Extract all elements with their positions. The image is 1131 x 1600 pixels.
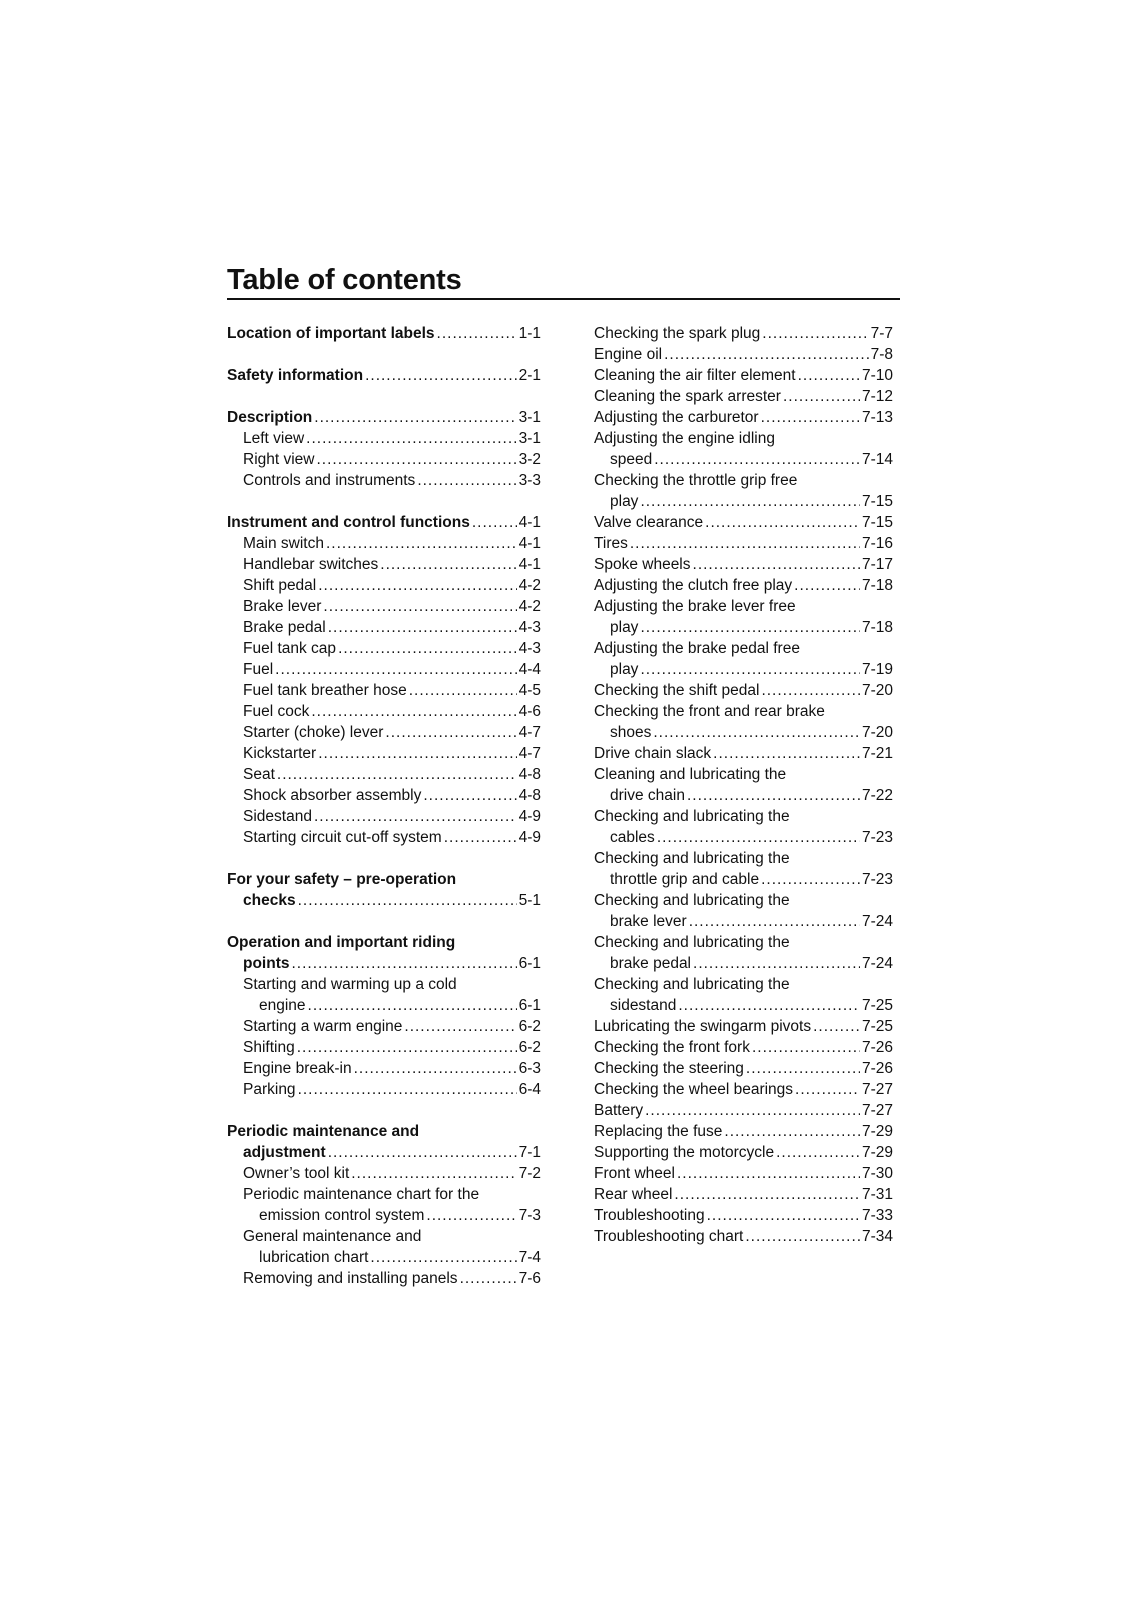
toc-page-number: 7-15 <box>861 514 893 531</box>
dot-leader <box>693 554 860 575</box>
toc-page-number: 4-9 <box>518 829 541 846</box>
toc-entry-label: sidestand <box>610 997 677 1014</box>
toc-right-column <box>594 323 893 1247</box>
toc-entry-label: Starter (choke) lever <box>243 724 384 741</box>
toc-entry-label: Controls and instruments <box>243 472 416 489</box>
toc-entry[interactable] <box>227 764 541 785</box>
toc-entry-label: speed <box>610 451 653 468</box>
dot-leader <box>354 1058 517 1079</box>
toc-entry-label: Shock absorber assembly <box>243 787 422 804</box>
dot-leader <box>776 1142 860 1163</box>
toc-entry[interactable] <box>227 428 541 449</box>
toc-entry[interactable] <box>227 785 541 806</box>
toc-entry-label: Fuel <box>243 661 274 678</box>
toc-entry-label: Checking the spark plug <box>594 325 761 342</box>
dot-leader <box>761 407 860 428</box>
toc-page-number: 7-13 <box>861 409 893 426</box>
toc-entry[interactable] <box>594 449 893 470</box>
toc-entry-line: General maintenance and <box>243 1228 422 1245</box>
dot-leader <box>746 1058 860 1079</box>
toc-entry-line: Checking the throttle grip free <box>594 472 798 489</box>
dot-leader <box>693 953 860 974</box>
toc-entry[interactable] <box>594 407 893 428</box>
toc-entry-line: Checking and lubricating the <box>594 934 790 951</box>
toc-entry-label: Left view <box>243 430 305 447</box>
dot-leader <box>794 575 860 596</box>
toc-entry[interactable] <box>227 701 541 722</box>
toc-entry-label: Adjusting the carburetor <box>594 409 759 426</box>
dot-leader <box>472 512 517 533</box>
toc-entry-label: shoes <box>610 724 652 741</box>
toc-entry[interactable] <box>227 1142 541 1163</box>
toc-entry[interactable] <box>594 1016 893 1037</box>
toc-entry-label: drive chain <box>610 787 685 804</box>
dot-leader <box>444 827 517 848</box>
toc-page-number: 7-16 <box>861 535 893 552</box>
toc-entry-label: brake pedal <box>610 955 692 972</box>
toc-entry[interactable] <box>227 533 541 554</box>
toc-entry-label: Checking the shift pedal <box>594 682 760 699</box>
dot-leader <box>314 407 516 428</box>
toc-page-number: 7-29 <box>861 1123 893 1140</box>
toc-entry-label: Main switch <box>243 535 324 552</box>
toc-entry-label: Valve clearance <box>594 514 704 531</box>
toc-page-number: 4-6 <box>518 703 541 720</box>
page-title: Table of contents <box>227 264 462 296</box>
toc-entry[interactable] <box>594 1184 893 1205</box>
toc-entry[interactable] <box>227 1247 541 1268</box>
dot-leader <box>752 1037 860 1058</box>
dot-leader <box>306 428 516 449</box>
toc-page-number: 7-22 <box>861 787 893 804</box>
toc-entry[interactable] <box>594 365 893 386</box>
toc-page-number: 7-20 <box>861 682 893 699</box>
toc-entry[interactable] <box>227 722 541 743</box>
toc-page-number: 7-34 <box>861 1228 893 1245</box>
toc-page-number: 7-14 <box>861 451 893 468</box>
dot-leader <box>724 1121 860 1142</box>
dot-leader <box>645 1100 860 1121</box>
toc-entry-line: Periodic maintenance chart for the <box>243 1186 480 1203</box>
dot-leader <box>460 1268 517 1289</box>
toc-entry-label: Kickstarter <box>243 745 317 762</box>
dot-leader <box>761 680 860 701</box>
toc-entry[interactable] <box>227 575 541 596</box>
dot-leader <box>713 743 860 764</box>
dot-leader <box>318 575 516 596</box>
dot-leader <box>798 365 860 386</box>
toc-page-number: 5-1 <box>518 892 541 909</box>
toc-entry[interactable] <box>594 554 893 575</box>
toc-page-number: 2-1 <box>518 367 541 384</box>
toc-entry-label: Parking <box>243 1081 296 1098</box>
toc-entry-line: Adjusting the brake pedal free <box>594 640 800 657</box>
toc-entry-label: Engine break-in <box>243 1060 352 1077</box>
toc-page-number: 7-4 <box>518 1249 541 1266</box>
toc-entry-label: Rear wheel <box>594 1186 673 1203</box>
toc-entry[interactable] <box>227 449 541 470</box>
toc-entry-line: Operation and important riding <box>227 934 456 951</box>
toc-entry[interactable] <box>594 1058 893 1079</box>
toc-entry[interactable] <box>594 1163 893 1184</box>
dot-leader <box>323 596 516 617</box>
toc-entry-label: Instrument and control functions <box>227 514 470 531</box>
toc-page-number: 4-2 <box>518 577 541 594</box>
toc-entry[interactable] <box>594 1037 893 1058</box>
toc-entry-label: Troubleshooting <box>594 1207 705 1224</box>
toc-entry[interactable] <box>594 911 893 932</box>
toc-page-number: 1-1 <box>518 325 541 342</box>
dot-leader <box>308 995 517 1016</box>
toc-entry[interactable] <box>227 638 541 659</box>
toc-page-number: 7-27 <box>861 1102 893 1119</box>
toc-entry-label: Fuel tank cap <box>243 640 337 657</box>
toc-entry-label: Lubricating the swingarm pivots <box>594 1018 812 1035</box>
toc-page-number: 6-4 <box>518 1081 541 1098</box>
toc-page-number: 7-12 <box>861 388 893 405</box>
toc-entry[interactable] <box>594 1142 893 1163</box>
dot-leader <box>640 617 860 638</box>
toc-entry-line: For your safety – pre-operation <box>227 871 457 888</box>
dot-leader <box>328 1142 517 1163</box>
dot-leader <box>318 743 516 764</box>
toc-entry[interactable] <box>227 323 541 344</box>
toc-page-number: 7-8 <box>870 346 893 363</box>
toc-entry[interactable] <box>227 365 541 386</box>
dot-leader <box>762 323 868 344</box>
dot-leader <box>404 1016 516 1037</box>
toc-entry[interactable] <box>594 1205 893 1226</box>
toc-page-number: 4-3 <box>518 619 541 636</box>
dot-leader <box>437 323 517 344</box>
toc-entry-line: Checking and lubricating the <box>594 850 790 867</box>
toc-page-number: 6-3 <box>518 1060 541 1077</box>
toc-page-number: 7-23 <box>861 871 893 888</box>
toc-page-number: 7-20 <box>861 724 893 741</box>
toc-page-number: 7-1 <box>518 1144 541 1161</box>
dot-leader <box>426 1205 516 1226</box>
toc-entry-label: Removing and installing panels <box>243 1270 458 1287</box>
dot-leader <box>314 806 517 827</box>
toc-entry[interactable] <box>594 1100 893 1121</box>
toc-entry-line: Starting and warming up a cold <box>243 976 457 993</box>
toc-entry[interactable] <box>227 953 541 974</box>
toc-entry-line: Adjusting the brake lever free <box>594 598 796 615</box>
toc-entry-label: Owner’s tool kit <box>243 1165 350 1182</box>
toc-entry[interactable] <box>594 617 893 638</box>
toc-entry[interactable] <box>227 995 541 1016</box>
dot-leader <box>311 701 516 722</box>
toc-entry[interactable] <box>227 1205 541 1226</box>
toc-entry[interactable] <box>227 1016 541 1037</box>
toc-entry[interactable] <box>594 659 893 680</box>
toc-entry-label: points <box>243 955 290 972</box>
toc-entry-label: Supporting the motorcycle <box>594 1144 775 1161</box>
dot-leader <box>298 890 517 911</box>
toc-entry-label: Seat <box>243 766 275 783</box>
toc-entry[interactable] <box>594 1079 893 1100</box>
toc-entry[interactable] <box>594 1121 893 1142</box>
dot-leader <box>365 365 517 386</box>
toc-entry-line: Checking the front and rear brake <box>594 703 825 720</box>
toc-page-number: 4-9 <box>518 808 541 825</box>
toc-entry-label: engine <box>259 997 306 1014</box>
toc-entry-label: Checking the front fork <box>594 1039 750 1056</box>
toc-page-number: 4-7 <box>518 724 541 741</box>
toc-entry[interactable] <box>227 1079 541 1100</box>
toc-entry[interactable] <box>594 743 893 764</box>
toc-entry[interactable] <box>227 470 541 491</box>
toc-page-number: 7-25 <box>861 1018 893 1035</box>
toc-entry-label: Tires <box>594 535 628 552</box>
toc-page-number: 7-21 <box>861 745 893 762</box>
toc-entry[interactable] <box>227 1058 541 1079</box>
toc-entry-label: cables <box>610 829 655 846</box>
toc-page-number: 7-26 <box>861 1060 893 1077</box>
toc-entry-label: Handlebar switches <box>243 556 379 573</box>
toc-page-number: 7-27 <box>861 1081 893 1098</box>
toc-entry-label: Description <box>227 409 313 426</box>
dot-leader <box>417 470 516 491</box>
toc-page-number: 3-3 <box>518 472 541 489</box>
dot-leader <box>275 659 516 680</box>
dot-leader <box>326 533 517 554</box>
toc-entry[interactable] <box>594 785 893 806</box>
toc-page-number: 3-1 <box>518 430 541 447</box>
dot-leader <box>317 449 517 470</box>
dot-leader <box>689 911 860 932</box>
toc-entry-line: Periodic maintenance and <box>227 1123 420 1140</box>
toc-entry-label: Shift pedal <box>243 577 317 594</box>
toc-entry-label: Adjusting the clutch free play <box>594 577 793 594</box>
toc-page-number: 4-5 <box>518 682 541 699</box>
toc-entry-label: Front wheel <box>594 1165 675 1182</box>
toc-entry-label: brake lever <box>610 913 687 930</box>
toc-page-number: 7-31 <box>861 1186 893 1203</box>
dot-leader <box>423 785 516 806</box>
toc-entry-label: Battery <box>594 1102 644 1119</box>
toc-entry[interactable] <box>594 491 893 512</box>
toc-entry[interactable] <box>594 680 893 701</box>
dot-leader <box>687 785 860 806</box>
toc-entry[interactable] <box>227 806 541 827</box>
toc-entry-label: Starting a warm engine <box>243 1018 403 1035</box>
toc-entry[interactable] <box>594 344 893 365</box>
toc-entry[interactable] <box>227 554 541 575</box>
toc-page-number: 6-1 <box>518 997 541 1014</box>
dot-leader <box>640 659 860 680</box>
toc-entry-label: Starting circuit cut-off system <box>243 829 442 846</box>
dot-leader <box>328 617 517 638</box>
toc-entry-label: Location of important labels <box>227 325 435 342</box>
toc-entry[interactable] <box>594 995 893 1016</box>
toc-entry[interactable] <box>594 323 893 344</box>
dot-leader <box>795 1079 860 1100</box>
dot-leader <box>657 827 860 848</box>
toc-page-number: 4-2 <box>518 598 541 615</box>
toc-page-number: 7-18 <box>861 619 893 636</box>
toc-entry[interactable] <box>227 617 541 638</box>
dot-leader <box>409 680 517 701</box>
toc-entry[interactable] <box>227 512 541 533</box>
toc-entry-label: Checking the steering <box>594 1060 744 1077</box>
toc-entry-label: Engine oil <box>594 346 663 363</box>
toc-entry-label: Right view <box>243 451 315 468</box>
toc-entry-label: play <box>610 619 639 636</box>
toc-entry-label: Troubleshooting chart <box>594 1228 744 1245</box>
dot-leader <box>380 554 516 575</box>
toc-page-number: 7-3 <box>518 1207 541 1224</box>
toc-entry-line: Checking and lubricating the <box>594 976 790 993</box>
toc-page-number: 4-1 <box>518 514 541 531</box>
toc-page-number: 7-7 <box>870 325 893 342</box>
toc-entry-label: emission control system <box>259 1207 425 1224</box>
toc-page-number: 7-24 <box>861 955 893 972</box>
toc-entry-label: Fuel cock <box>243 703 310 720</box>
toc-page-number: 6-2 <box>518 1018 541 1035</box>
toc-page-number: 4-1 <box>518 556 541 573</box>
dot-leader <box>678 995 860 1016</box>
dot-leader <box>297 1037 517 1058</box>
toc-entry[interactable] <box>594 512 893 533</box>
toc-page-number: 3-2 <box>518 451 541 468</box>
toc-page-number: 4-7 <box>518 745 541 762</box>
toc-entry-label: Replacing the fuse <box>594 1123 723 1140</box>
toc-entry-label: Safety information <box>227 367 364 384</box>
toc-entry-label: throttle grip and cable <box>610 871 760 888</box>
dot-leader <box>813 1016 860 1037</box>
dot-leader <box>664 344 869 365</box>
toc-page-number: 7-6 <box>518 1270 541 1287</box>
toc-entry[interactable] <box>594 533 893 554</box>
toc-left-column <box>227 323 541 1289</box>
toc-page-number: 3-1 <box>518 409 541 426</box>
dot-leader <box>761 869 860 890</box>
dot-leader <box>370 1247 516 1268</box>
toc-page-number: 7-15 <box>861 493 893 510</box>
toc-entry-label: Checking the wheel bearings <box>594 1081 794 1098</box>
toc-entry[interactable] <box>227 680 541 701</box>
toc-entry-label: Cleaning the air filter element <box>594 367 796 384</box>
toc-page-number: 4-8 <box>518 787 541 804</box>
dot-leader <box>674 1184 860 1205</box>
toc-page-number: 7-26 <box>861 1039 893 1056</box>
toc-entry[interactable] <box>594 1226 893 1247</box>
toc-entry-label: checks <box>243 892 296 909</box>
toc-entry[interactable] <box>594 869 893 890</box>
dot-leader <box>292 953 517 974</box>
toc-entry-label: Brake pedal <box>243 619 326 636</box>
dot-leader <box>653 722 860 743</box>
toc-entry[interactable] <box>227 743 541 764</box>
toc-entry-line: Checking and lubricating the <box>594 892 790 909</box>
toc-entry[interactable] <box>227 659 541 680</box>
dot-leader <box>654 449 860 470</box>
dot-leader <box>630 533 860 554</box>
dot-leader <box>277 764 517 785</box>
toc-entry-line: Checking and lubricating the <box>594 808 790 825</box>
toc-entry[interactable] <box>594 953 893 974</box>
title-underline <box>227 298 900 300</box>
dot-leader <box>745 1226 860 1247</box>
toc-entry-line: Cleaning and lubricating the <box>594 766 787 783</box>
toc-entry-label: Cleaning the spark arrester <box>594 388 781 405</box>
toc-page-number: 7-25 <box>861 997 893 1014</box>
toc-entry[interactable] <box>594 575 893 596</box>
toc-entry-label: lubrication chart <box>259 1249 369 1266</box>
toc-entry[interactable] <box>594 722 893 743</box>
dot-leader <box>677 1163 860 1184</box>
toc-page-number: 4-3 <box>518 640 541 657</box>
dot-leader <box>707 1205 860 1226</box>
toc-entry[interactable] <box>594 827 893 848</box>
toc-entry-label: adjustment <box>243 1144 326 1161</box>
toc-page-number: 7-2 <box>518 1165 541 1182</box>
dot-leader <box>640 491 860 512</box>
toc-page-number: 7-17 <box>861 556 893 573</box>
toc-entry-label: Shifting <box>243 1039 295 1056</box>
dot-leader <box>351 1163 516 1184</box>
toc-entry-label: play <box>610 661 639 678</box>
toc-entry-label: Drive chain slack <box>594 745 712 762</box>
toc-entry[interactable] <box>227 1268 541 1289</box>
toc-entry[interactable] <box>227 827 541 848</box>
toc-entry-label: Fuel tank breather hose <box>243 682 407 699</box>
toc-entry-label: play <box>610 493 639 510</box>
toc-entry[interactable] <box>594 386 893 407</box>
toc-page-number: 7-10 <box>861 367 893 384</box>
toc-page-number: 4-1 <box>518 535 541 552</box>
toc-entry[interactable] <box>227 890 541 911</box>
toc-entry-label: Brake lever <box>243 598 322 615</box>
toc-page-number: 7-23 <box>861 829 893 846</box>
toc-entry[interactable] <box>227 1163 541 1184</box>
dot-leader <box>338 638 517 659</box>
toc-page-number: 6-1 <box>518 955 541 972</box>
toc-entry-label: Spoke wheels <box>594 556 691 573</box>
toc-page-number: 4-8 <box>518 766 541 783</box>
toc-page-number: 4-4 <box>518 661 541 678</box>
dot-leader <box>783 386 860 407</box>
toc-page-number: 7-29 <box>861 1144 893 1161</box>
toc-page-number: 7-33 <box>861 1207 893 1224</box>
toc-entry-line: Adjusting the engine idling <box>594 430 775 447</box>
toc-page-number: 7-30 <box>861 1165 893 1182</box>
dot-leader <box>298 1079 517 1100</box>
dot-leader <box>705 512 860 533</box>
dot-leader <box>385 722 516 743</box>
toc-entry[interactable] <box>227 1037 541 1058</box>
toc-page-number: 7-19 <box>861 661 893 678</box>
toc-entry[interactable] <box>227 596 541 617</box>
toc-entry-label: Sidestand <box>243 808 312 825</box>
toc-entry[interactable] <box>227 407 541 428</box>
toc-page-number: 7-24 <box>861 913 893 930</box>
toc-page-number: 7-18 <box>861 577 893 594</box>
toc-page-number: 6-2 <box>518 1039 541 1056</box>
